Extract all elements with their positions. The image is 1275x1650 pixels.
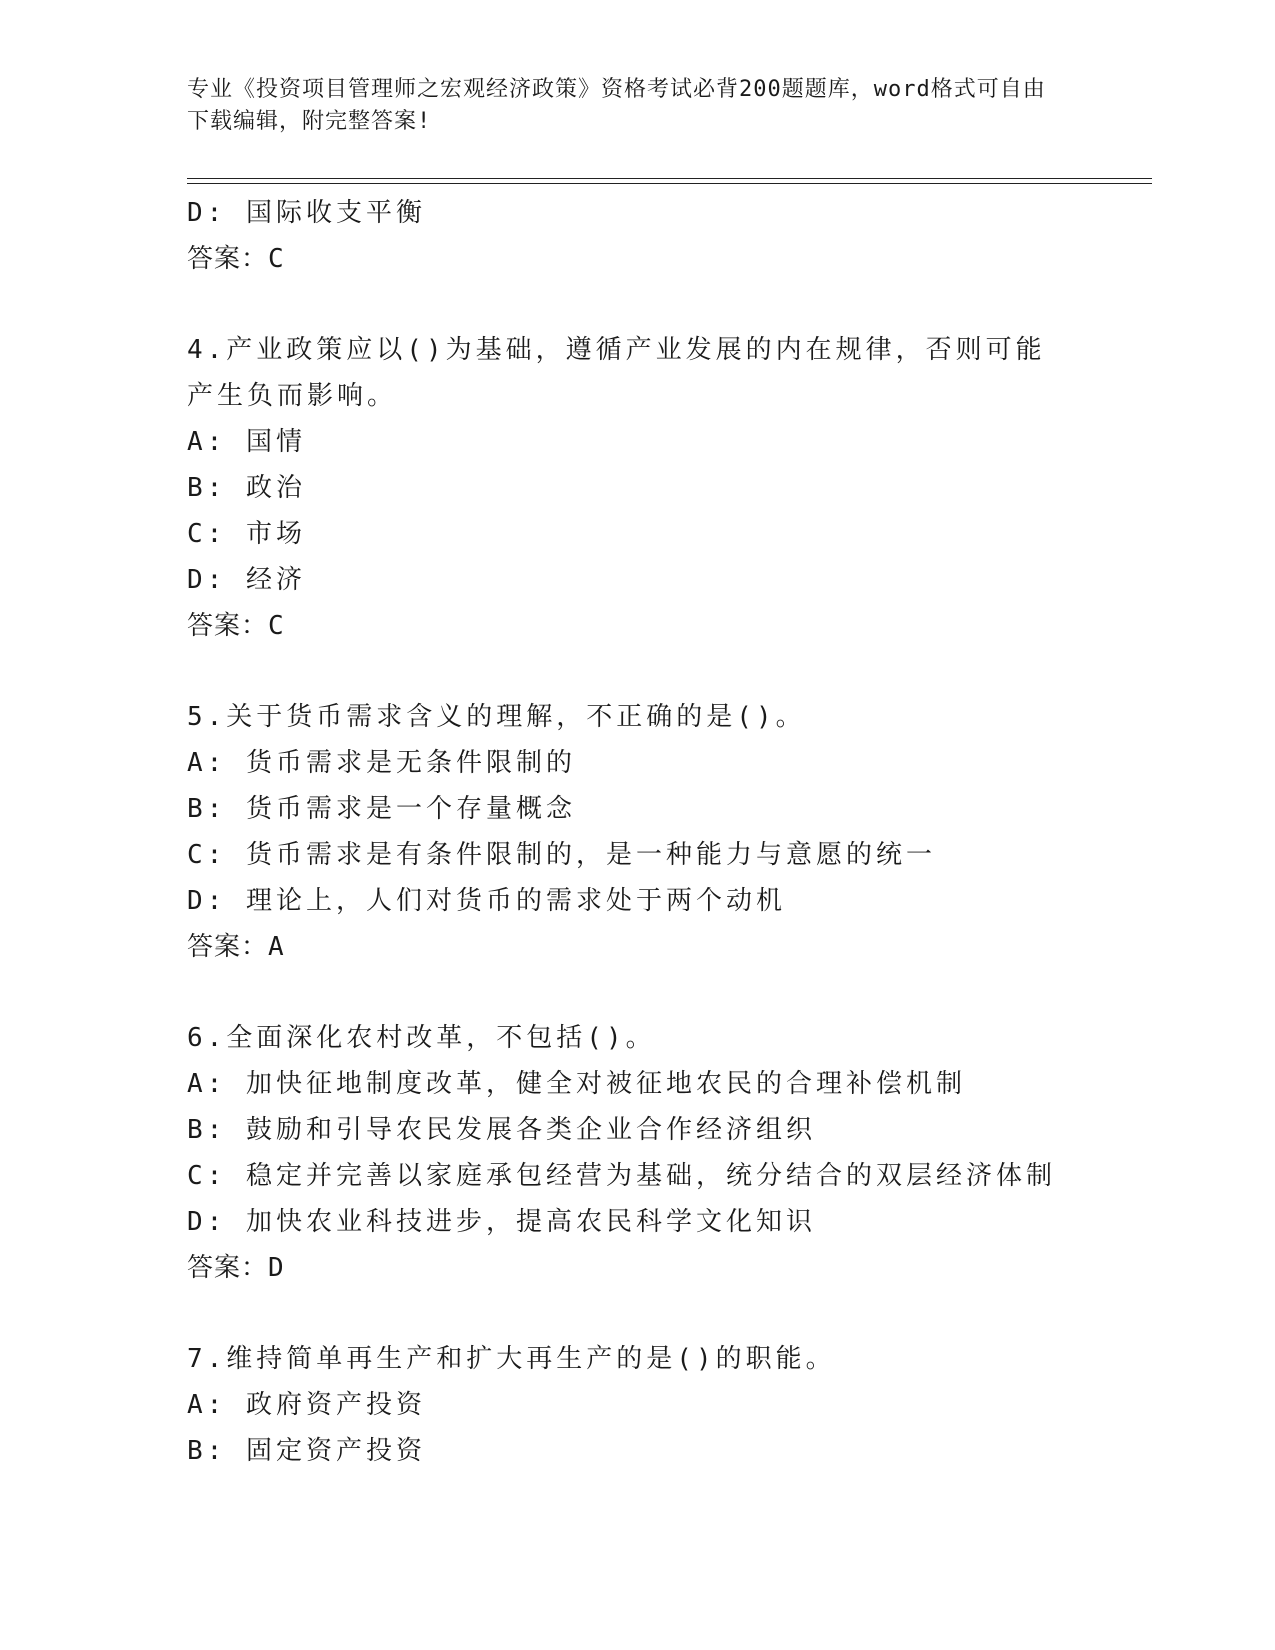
option-d: D: 国际收支平衡	[187, 198, 426, 228]
header-rule-top	[187, 178, 1152, 179]
question-text: 5.关于货币需求含义的理解，不正确的是()。	[187, 702, 806, 732]
header-rule-bottom	[187, 183, 1152, 184]
option-c: C: 市场	[187, 519, 306, 549]
document-header: 专业《投资项目管理师之宏观经济政策》资格考试必背200题题库，word格式可自由下载编辑，附完整答案!	[187, 77, 1046, 134]
option-b: B: 固定资产投资	[187, 1436, 426, 1466]
option-d: D: 经济	[187, 565, 306, 595]
answer-value: A	[268, 932, 285, 962]
option-c: C: 稳定并完善以家庭承包经营为基础，统分结合的双层经济体制	[187, 1161, 1056, 1191]
option-a: A: 国情	[187, 427, 306, 457]
answer	[187, 924, 1147, 970]
answer-label: 答案：	[187, 932, 269, 962]
question-text: 7.维持简单再生产和扩大再生产的是()的职能。	[187, 1344, 836, 1374]
answer-value: D	[268, 1253, 285, 1283]
question-text: 4.产业政策应以()为基础，遵循产业发展的内在规律，否则可能产生负而影响。	[187, 335, 1046, 411]
answer-value: C	[268, 244, 285, 274]
option-a: A: 加快征地制度改革，健全对被征地农民的合理补偿机制	[187, 1069, 966, 1099]
answer	[187, 236, 1147, 282]
option-a: A: 政府资产投资	[187, 1390, 426, 1420]
answer-value: C	[268, 611, 285, 641]
answer-label: 答案：	[187, 611, 269, 641]
option-b: B: 政治	[187, 473, 306, 503]
option-b: B: 鼓励和引导农民发展各类企业合作经济组织	[187, 1115, 816, 1145]
document-body	[187, 190, 1147, 1474]
question-text: 6.全面深化农村改革，不包括()。	[187, 1023, 656, 1053]
answer-label: 答案：	[187, 244, 269, 274]
option-b: B: 货币需求是一个存量概念	[187, 794, 576, 824]
option-a: A: 货币需求是无条件限制的	[187, 748, 576, 778]
answer-label: 答案：	[187, 1253, 269, 1283]
answer	[187, 1245, 1147, 1291]
answer	[187, 603, 1147, 649]
option-d: D: 理论上，人们对货币的需求处于两个动机	[187, 886, 786, 916]
option-c: C: 货币需求是有条件限制的，是一种能力与意愿的统一	[187, 840, 936, 870]
option-d: D: 加快农业科技进步，提高农民科学文化知识	[187, 1207, 816, 1237]
